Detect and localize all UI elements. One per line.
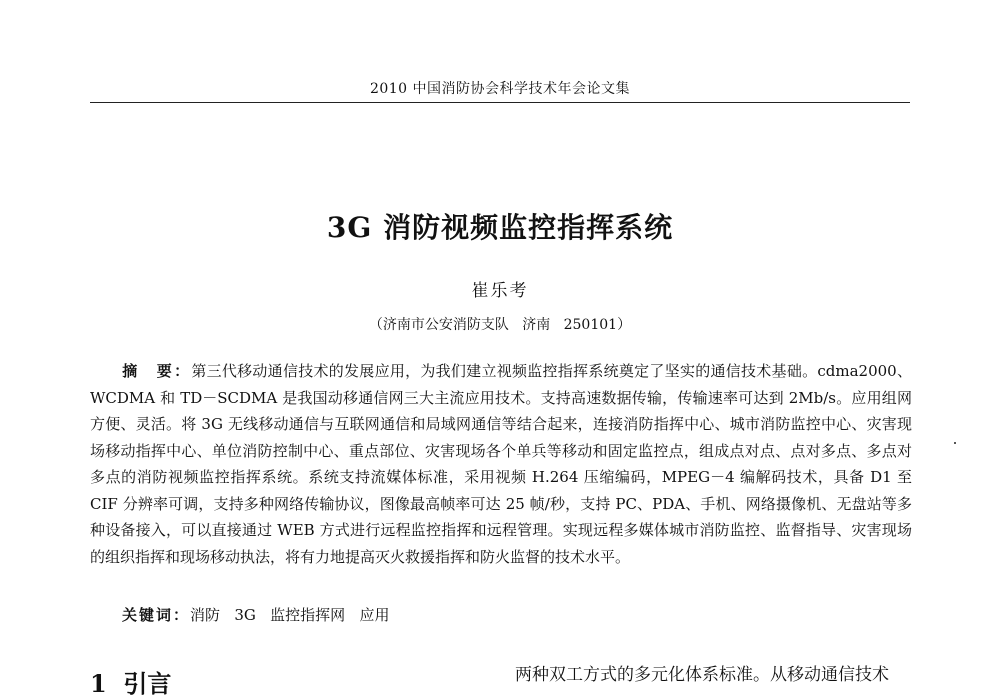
- paper-author: 崔乐考: [471, 281, 529, 301]
- scan-speck: [954, 442, 956, 444]
- keywords-label: 关键词：: [122, 606, 191, 624]
- paper-title: 3G 消防视频监控指挥系统: [326, 211, 674, 244]
- keywords-list: 消防 3G 监控指挥网 应用: [190, 606, 390, 624]
- abstract: [90, 358, 912, 570]
- abstract-label: 摘 要：: [122, 362, 192, 380]
- paper-affiliation: （济南市公安消防支队 济南 250101）: [368, 317, 632, 333]
- right-column-text: 两种双工方式的多元化体系标准。从移动通信技术: [515, 665, 889, 685]
- section-heading-introduction: 1 引言: [90, 669, 172, 698]
- abstract-text: 第三代移动通信技术的发展应用，为我们建立视频监控指挥系统奠定了坚实的通信技术基础。cdma2000、WCDMA 和 TD－SCDMA 是我国动移通信网三大主流应用技术。支持高速数据传输，传输速率可达到 2Mb/s。应用组网方便、灵活。将 3G 无线移动通信与互联网通信和局域网通信等结合起来，连接消防指挥中心、城市消防监控中心、灾害现场移动指挥中心、单位消防控制中心、重点部位、灾害现场各个单兵等移动和固定监控点，组成点对点、点对多点、多点对多点的消防视频监控指挥系统。系统支持流媒体标准，采用视频 H.264 压缩编码，MPEG－4 编解码技术，具备 D1 至 CIF 分辨率可调，支持多种网络传输协议，图像最高帧率可达 25 帧/秒，支持 PC、PDA、手机、网络摄像机、无盘站等多种设备接入，可以直接通过 WEB 方式进行远程监控指挥和远程管理。实现远程多媒体城市消防监控、监督指导、灾害现场的组织指挥和现场移动执法，将有力地提高灭火救援指挥和防火监督的技术水平。: [90, 362, 912, 566]
- header-rule: [90, 102, 910, 103]
- running-title: 2010 中国消防协会科学技术年会论文集: [369, 81, 631, 97]
- keywords: [122, 604, 389, 625]
